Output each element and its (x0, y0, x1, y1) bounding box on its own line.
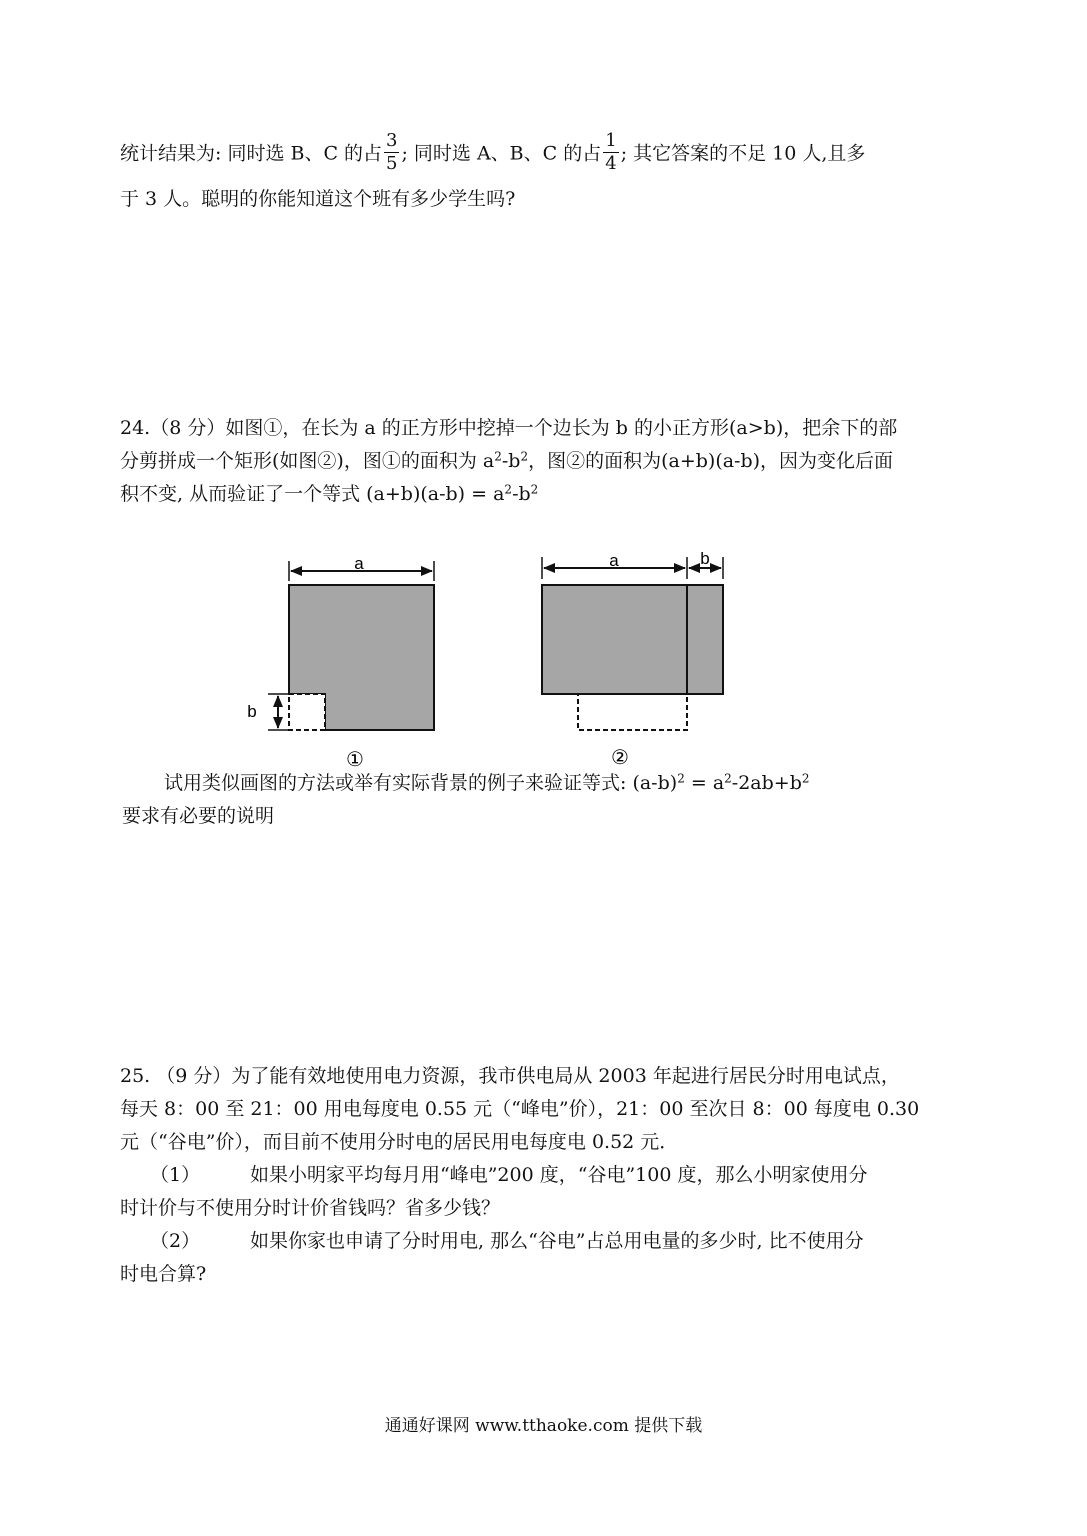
figure-2-rectangle (542, 549, 723, 769)
figure-1-removed-square (289, 694, 325, 730)
q25-line-1: 25. （9 分）为了能有效地使用电力资源，我市供电局从 2003 年起进行居民分时用电试点， (120, 1065, 900, 1087)
figure-2-caption: ② (611, 745, 629, 769)
q24-line-3-a: 积不变, 从而验证了一个等式 (a+b)(a-b) = a (120, 483, 505, 505)
q24-line-2-b: -b (501, 450, 521, 472)
fraction-denominator: 4 (605, 153, 617, 174)
q24-task-c: -2ab+b (731, 772, 802, 794)
superscript: 2 (530, 482, 539, 497)
figure-1-caption: ① (346, 747, 364, 771)
figure-1-square-minus-small (247, 554, 434, 771)
q23-text-a: 统计结果为: 同时选 B、C 的占 (120, 142, 383, 165)
q24-task-line-2: 要求有必要的说明 (122, 805, 275, 827)
fraction-denominator: 5 (386, 153, 398, 174)
q23-line-2: 于 3 人。聪明的你能知道这个班有多少学生吗? (120, 188, 516, 210)
q24-task-b: = a (684, 772, 725, 794)
q25-line-2: 每天 8：00 至 21：00 用电每度电 0.55 元（“峰电”价），21：00 至次日 8：00 每度电 0.30 (120, 1098, 920, 1120)
superscript: 2 (504, 482, 513, 497)
figure-2-label-b: b (700, 549, 710, 568)
q24-line-2-a: 分剪拼成一个矩形(如图②)，图①的面积为 a (120, 450, 495, 472)
q25-part-2-number: （2） (150, 1230, 201, 1252)
figure-1-label-b: b (247, 702, 257, 721)
fraction-numerator: 3 (386, 130, 398, 151)
q24-line-1: 24.（8 分）如图①，在长为 a 的正方形中挖掉一个边长为 b 的小正方形(a>b)，把余下的部 (120, 417, 898, 439)
q24-task-line-1 (164, 771, 810, 794)
q25-part-1-number: （1） (150, 1164, 201, 1186)
superscript: 2 (801, 771, 810, 786)
q23-text-b: ; 同时选 A、B、C 的占 (401, 142, 602, 165)
figure-1-label-a: a (354, 554, 364, 573)
q23-text-c: ; 其它答案的不足 10 人,且多 (620, 142, 866, 165)
superscript: 2 (724, 771, 732, 786)
figure-2-label-a: a (609, 551, 619, 570)
superscript: 2 (520, 449, 529, 464)
superscript: 2 (677, 771, 685, 786)
q25-part-1-line-1: 如果小明家平均每月用“峰电”200 度，“谷电”100 度，那么小明家使用分 (250, 1164, 868, 1186)
q24-line-3-b: -b (512, 483, 531, 505)
figure-2-moved-piece-outline (578, 694, 687, 730)
q25-part-2-line-2: 时电合算? (120, 1263, 207, 1285)
figure-2-shaded-rectangle (542, 585, 723, 694)
q25-line-3: 元（“谷电”价），而目前不使用分时电的居民用电每度电 0.52 元． (120, 1131, 679, 1153)
fraction-numerator: 1 (605, 130, 617, 151)
q24-line-2-c: ，图②的面积为(a+b)(a-b)，因为变化后面 (528, 450, 894, 472)
page-footer: 通通好课网 www.tthaoke.com 提供下载 (384, 1416, 703, 1436)
q24-task-a: 试用类似画图的方法或举有实际背景的例子来验证等式: (a-b) (164, 772, 678, 794)
q25-part-2-line-1: 如果你家也申请了分时用电, 那么“谷电”占总用电量的多少时, 比不使用分 (250, 1230, 864, 1252)
superscript: 2 (494, 449, 502, 464)
q25-part-1-line-2: 时计价与不使用分时计价省钱吗？省多少钱？ (120, 1197, 501, 1219)
